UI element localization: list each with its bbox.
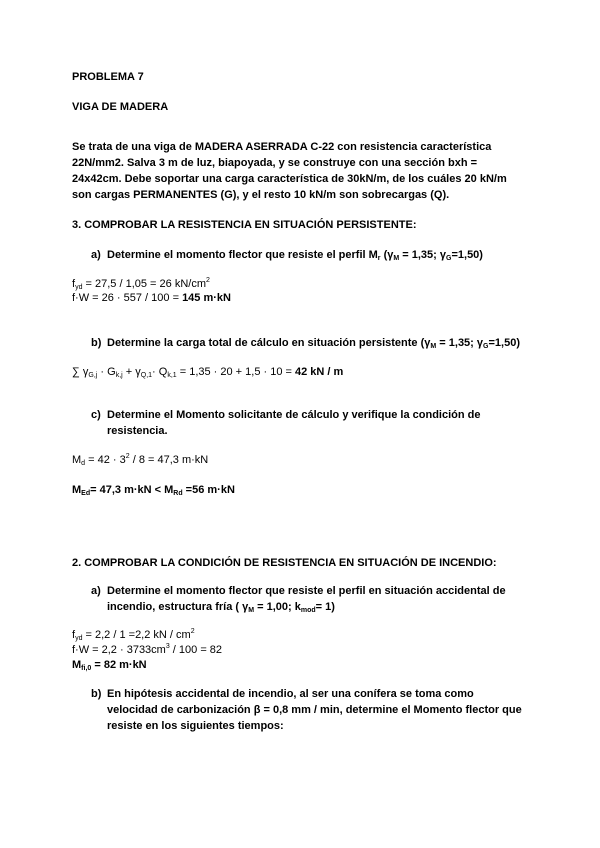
- answer-3a-moment: f·W = 26 · 557 / 100 = 145 m·kN: [72, 292, 231, 304]
- answer-3a-fyd: $f_{yd} = 27,5 / 1,05 = 26$ $kN/cm^2$: [72, 277, 210, 291]
- question-3b-marker: b): [91, 337, 102, 349]
- section-3-heading: 3. COMPROBAR LA RESISTENCIA EN SITUACIÓN PERSISTENTE:: [72, 219, 417, 231]
- intro-line-3: 24x42cm. Debe soportar una carga característica de 30kN/m, de los cuáles 20 kN/m: [72, 173, 507, 185]
- answer-2a-moment: $f\cdot W = 2,2 \cdot 3733cm^3 / 100 = 82$: [72, 643, 223, 656]
- answer-3c-md: $M_d = 42 \cdot 3^2 / 8 = 47,3$ m·kN: [72, 453, 209, 467]
- question-3c-line-2: resistencia.: [107, 425, 168, 437]
- question-2b-line-2: velocidad de carbonización β = 0,8 mm / min, determine el Momento flector que: [107, 704, 522, 716]
- question-2a-line-2: incendio, estructura fría ( $\gamma_M = 1,00$; $k_{mod}= 1$): [107, 601, 335, 614]
- question-2a-marker: a): [91, 585, 101, 597]
- problem-title: PROBLEMA 7: [72, 71, 144, 83]
- question-2a-line-1: Determine el momento flector que resiste el perfil en situación accidental de: [107, 585, 506, 597]
- question-3a-marker: a): [91, 249, 101, 261]
- question-3a-text: Determine el momento flector que resiste el perfil $M_r$ ($\gamma_M = 1,35$; $\gamma_G=1,50$): [107, 249, 483, 262]
- question-3c-line-1: Determine el Momento solicitante de cálculo y verifique la condición de: [107, 409, 481, 421]
- answer-3b-load: ∑ $\gamma_{G,j} \cdot G_{k,j} + \gamma_{Q,1}\cdot Q_{k,1} = 1,35 \cdot 20 + 1,5 \cdot 10 = 42$ kN / m: [72, 366, 344, 379]
- answer-2a-mfi: $M_{fi,0} = 82$ m·kN: [72, 659, 147, 672]
- problem-subtitle: VIGA DE MADERA: [72, 101, 169, 113]
- intro-line-4: son cargas PERMANENTES (G), y el resto 10 kN/m son sobrecargas (Q).: [72, 189, 450, 201]
- intro-line-1: Se trata de una viga de MADERA ASERRADA C-22 con resistencia característica: [72, 141, 492, 153]
- question-3c-marker: c): [91, 409, 101, 421]
- question-2b-line-1: En hipótesis accidental de incendio, al ser una conífera se toma como: [107, 688, 474, 700]
- question-2b-line-3: resiste en los siguientes tiempos:: [107, 720, 284, 732]
- section-2-heading: 2. COMPROBAR LA CONDICIÓN DE RESISTENCIA EN SITUACIÓN DE INCENDIO:: [72, 557, 497, 569]
- intro-line-2: 22N/mm2. Salva 3 m de luz, biapoyada, y se construye con una sección bxh =: [72, 157, 478, 169]
- question-3b-text: Determine la carga total de cálculo en situación persistente ($\gamma_M = 1,35$; $\gamma_G=1,50$): [107, 337, 520, 350]
- answer-3c-verification: $M_{Ed}= 47,3$ $m\cdot kN < M_{Rd} =56$ m·kN: [72, 484, 235, 497]
- question-2b-marker: b): [91, 688, 102, 700]
- answer-2a-fyd: $f_{yd} = 2,2 / 1 =2,2$ kN / $cm^2$: [72, 628, 195, 642]
